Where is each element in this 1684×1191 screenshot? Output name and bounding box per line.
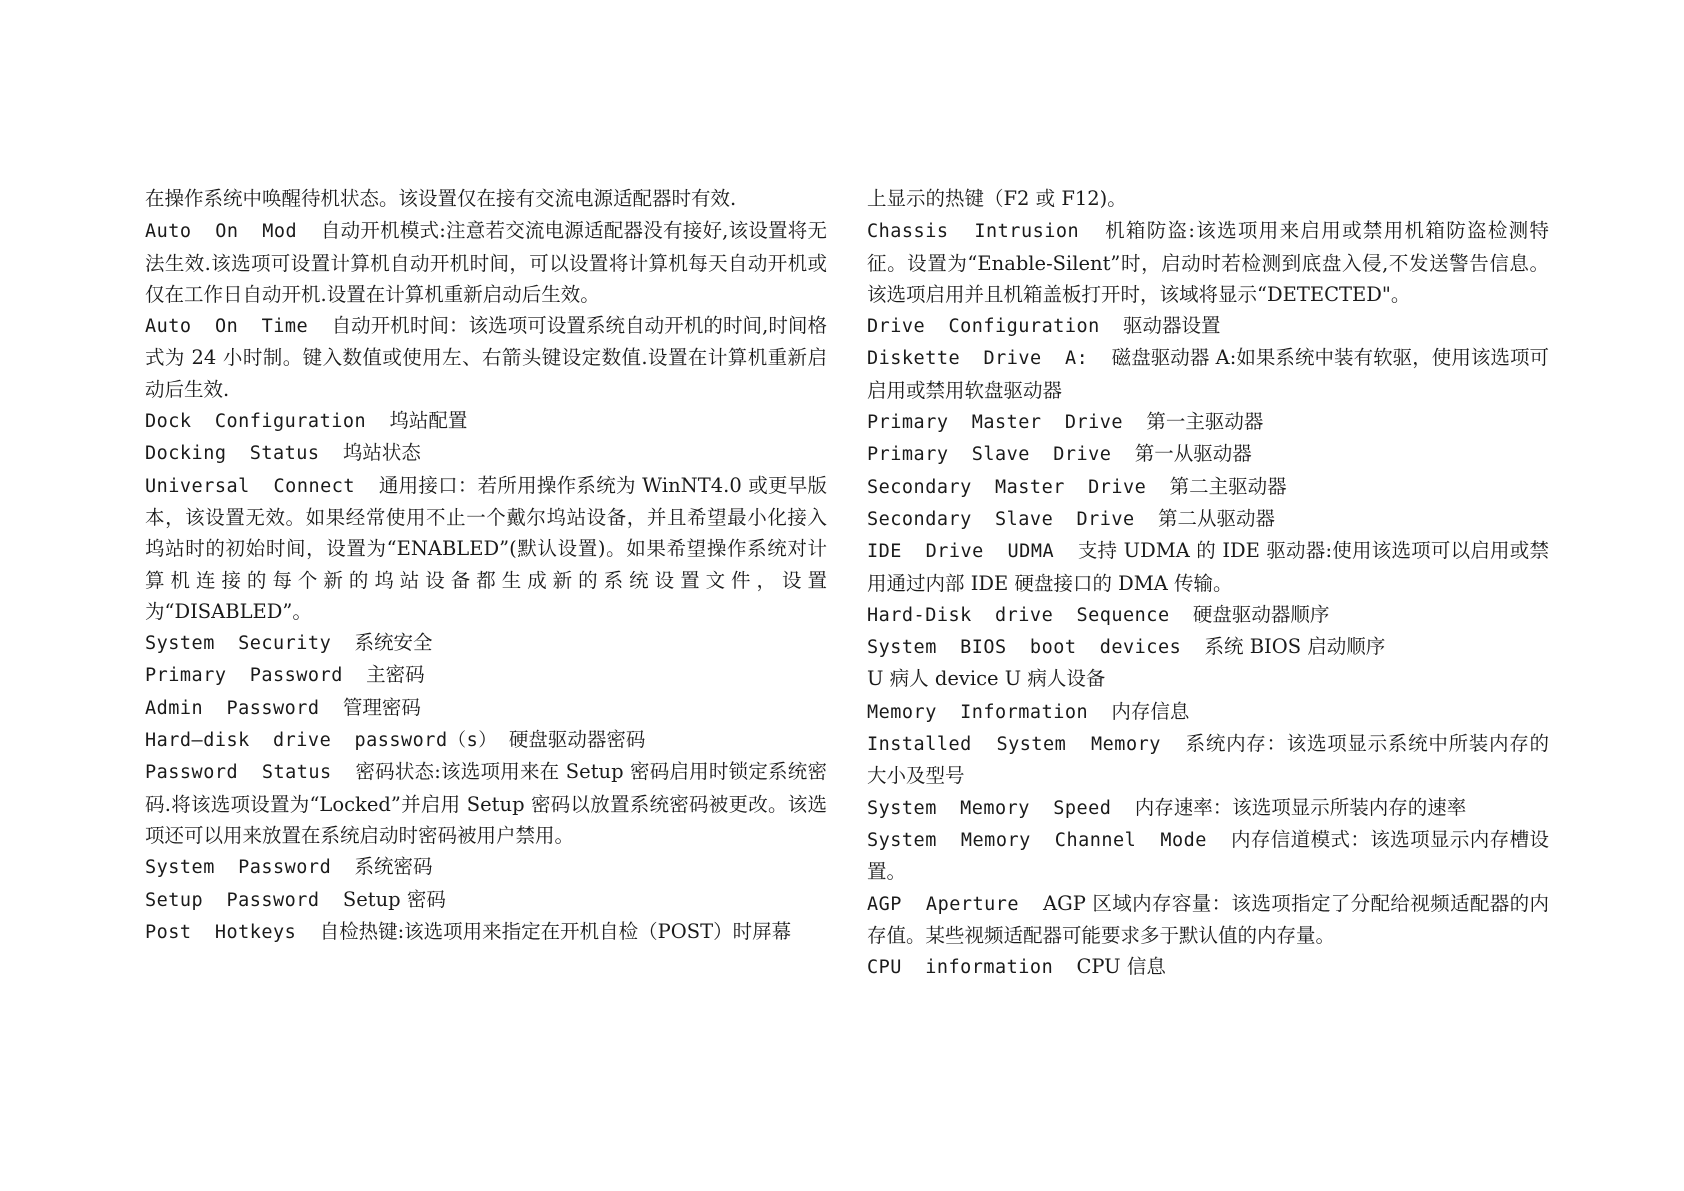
term-description: 内存速率：该选项显示所装内存的速率 xyxy=(1134,795,1467,819)
text-paragraph xyxy=(145,405,827,437)
term-label: CPU information xyxy=(867,957,1077,979)
text-paragraph xyxy=(145,659,827,691)
term-label: AGP Aperture xyxy=(867,893,1044,915)
term-description: 第一主驱动器 xyxy=(1146,410,1264,434)
text-paragraph xyxy=(867,888,1549,952)
text-paragraph xyxy=(867,535,1549,599)
term-description: 系统内存：该选项显示系统中所装内存的大小及型号 xyxy=(867,732,1549,788)
term-label: Primary Slave Drive xyxy=(867,444,1135,466)
text-paragraph xyxy=(145,437,827,469)
text-paragraph xyxy=(867,951,1549,983)
term-description: 硬盘驱动器顺序 xyxy=(1192,602,1330,626)
term-label: Dock Configuration xyxy=(145,411,390,433)
term-label: Docking Status xyxy=(145,443,343,465)
term-label: Diskette Drive A: xyxy=(867,348,1112,370)
text-paragraph xyxy=(145,215,827,310)
text-paragraph xyxy=(867,728,1549,792)
term-label: IDE Drive UDMA xyxy=(867,541,1078,563)
term-label: System Memory Speed xyxy=(867,797,1135,819)
term-label: Universal Connect xyxy=(145,475,379,497)
term-label: Drive Configuration xyxy=(867,316,1124,338)
term-description: AGP 区域内存容量：该选项指定了分配给视频适配器的内存值。某些视频适配器可能要求多于默认值的内存量。 xyxy=(867,891,1549,947)
term-description: 通用接口：若所用操作系统为 WinNT4.0 或更早版本，该设置无效。如果经常使用不止一个戴尔坞站设备，并且希望最小化接入坞站时的初始时间，设置为“ENABLED”(默认设置)。如果希望操作系统对计算机连接的每个新的坞站设备都生成新的系统设置文件，设置为“DISABLED”。 xyxy=(145,473,827,623)
text-paragraph xyxy=(867,471,1549,503)
term-description: 密码状态:该选项用来在 Setup 密码启用时锁定系统密码.将该选项设置为“Locked”并启用 Setup 密码以放置系统密码被更改。该选项还可以用来放置在系统启动时密码被用户禁用。 xyxy=(145,760,827,847)
term-label: Post Hotkeys xyxy=(145,921,320,943)
left-text-column xyxy=(145,183,827,948)
text-paragraph xyxy=(867,438,1549,470)
term-label: Auto On Time xyxy=(145,316,332,338)
term-description: 主密码 xyxy=(366,663,425,687)
term-label: Installed System Memory xyxy=(867,734,1186,756)
text-paragraph xyxy=(867,310,1549,342)
term-label: Hard-Disk drive Sequence xyxy=(867,604,1193,626)
text-paragraph xyxy=(867,503,1549,535)
term-description: 系统密码 xyxy=(354,855,433,879)
term-label: System BIOS boot devices xyxy=(867,637,1205,659)
text-paragraph xyxy=(145,310,827,405)
text-paragraph xyxy=(145,692,827,724)
term-description: 管理密码 xyxy=(342,695,421,719)
text-paragraph xyxy=(867,792,1549,824)
text-paragraph xyxy=(867,406,1549,438)
term-description: 系统 BIOS 启动顺序 xyxy=(1204,635,1386,659)
term-label: Setup Password xyxy=(145,889,343,911)
term-description: 支持 UDMA 的 IDE 驱动器:使用该选项可以启用或禁用通过内部 IDE 硬盘接口的 DMA 传输。 xyxy=(867,539,1549,595)
term-label: Secondary Master Drive xyxy=(867,476,1170,498)
text-paragraph xyxy=(867,215,1549,310)
text-paragraph xyxy=(145,916,827,948)
term-description: 坞站状态 xyxy=(342,441,421,465)
term-label: Admin Password xyxy=(145,697,343,719)
term-description: 自动开机时间：该选项可设置系统自动开机的时间,时间格式为 24 小时制。键入数值或使用左、右箭头键设定数值.设置在计算机重新启动后生效. xyxy=(145,314,827,401)
term-description: U 病人 device U 病人设备 xyxy=(867,667,1106,691)
term-description: 第二主驱动器 xyxy=(1169,474,1287,498)
term-description: Setup 密码 xyxy=(342,887,446,911)
right-text-column xyxy=(867,183,1549,983)
term-label: Hard—disk drive password（s） xyxy=(145,730,509,752)
term-description: 坞站配置 xyxy=(389,409,468,433)
term-description: 第一从驱动器 xyxy=(1134,442,1252,466)
term-description: CPU 信息 xyxy=(1076,955,1166,979)
term-description: 第二从驱动器 xyxy=(1157,506,1275,530)
term-label: Chassis Intrusion xyxy=(867,221,1106,243)
term-label: Auto On Mod xyxy=(145,221,321,243)
term-description: 上显示的热键（F2 或 F12)。 xyxy=(867,187,1127,210)
term-label: Memory Information xyxy=(867,701,1112,723)
text-paragraph xyxy=(867,824,1549,888)
term-description: 系统安全 xyxy=(354,631,433,655)
text-paragraph xyxy=(867,183,1549,215)
text-paragraph xyxy=(867,696,1549,728)
term-label: System Memory Channel Mode xyxy=(867,829,1231,851)
term-description: 自动开机模式:注意若交流电源适配器没有接好,该设置将无法生效.该选项可设置计算机自动开机时间，可以设置将计算机每天自动开机或仅在工作日自动开机.设置在计算机重新启动后生效。 xyxy=(145,219,827,306)
term-description: 机箱防盗:该选项用来启用或禁用机箱防盗检测特征。设置为“Enable-Silent”时，启动时若检测到底盘入侵,不发送警告信息。该选项启用并且机箱盖板打开时，该域将显示“DETECTED"。 xyxy=(867,219,1549,306)
text-paragraph xyxy=(145,884,827,916)
text-paragraph xyxy=(867,599,1549,631)
term-label: System Security xyxy=(145,633,355,655)
term-label: Primary Password xyxy=(145,665,367,687)
term-description: 内存信道模式：该选项显示内存槽设置。 xyxy=(867,827,1549,884)
term-label: System Password xyxy=(145,857,355,879)
term-description: 在操作系统中唤醒待机状态。该设置仅在接有交流电源适配器时有效. xyxy=(145,187,737,210)
text-paragraph xyxy=(145,724,827,756)
text-paragraph xyxy=(867,663,1549,695)
text-paragraph xyxy=(867,631,1549,663)
text-paragraph xyxy=(867,342,1549,406)
text-paragraph xyxy=(145,756,827,851)
term-label: Secondary Slave Drive xyxy=(867,508,1158,530)
term-description: 磁盘驱动器 A:如果系统中装有软驱，使用该选项可启用或禁用软盘驱动器 xyxy=(867,346,1549,402)
term-label: Password Status xyxy=(145,762,356,784)
term-description: 内存信息 xyxy=(1111,699,1190,723)
term-description: 自检热键:该选项用来指定在开机自检（POST）时屏幕 xyxy=(319,919,792,943)
text-paragraph xyxy=(145,851,827,883)
term-label: Primary Master Drive xyxy=(867,412,1147,434)
text-paragraph xyxy=(145,183,827,215)
text-paragraph xyxy=(145,627,827,659)
term-description: 驱动器设置 xyxy=(1123,314,1221,338)
text-paragraph xyxy=(145,470,827,627)
term-description: 硬盘驱动器密码 xyxy=(508,728,646,752)
